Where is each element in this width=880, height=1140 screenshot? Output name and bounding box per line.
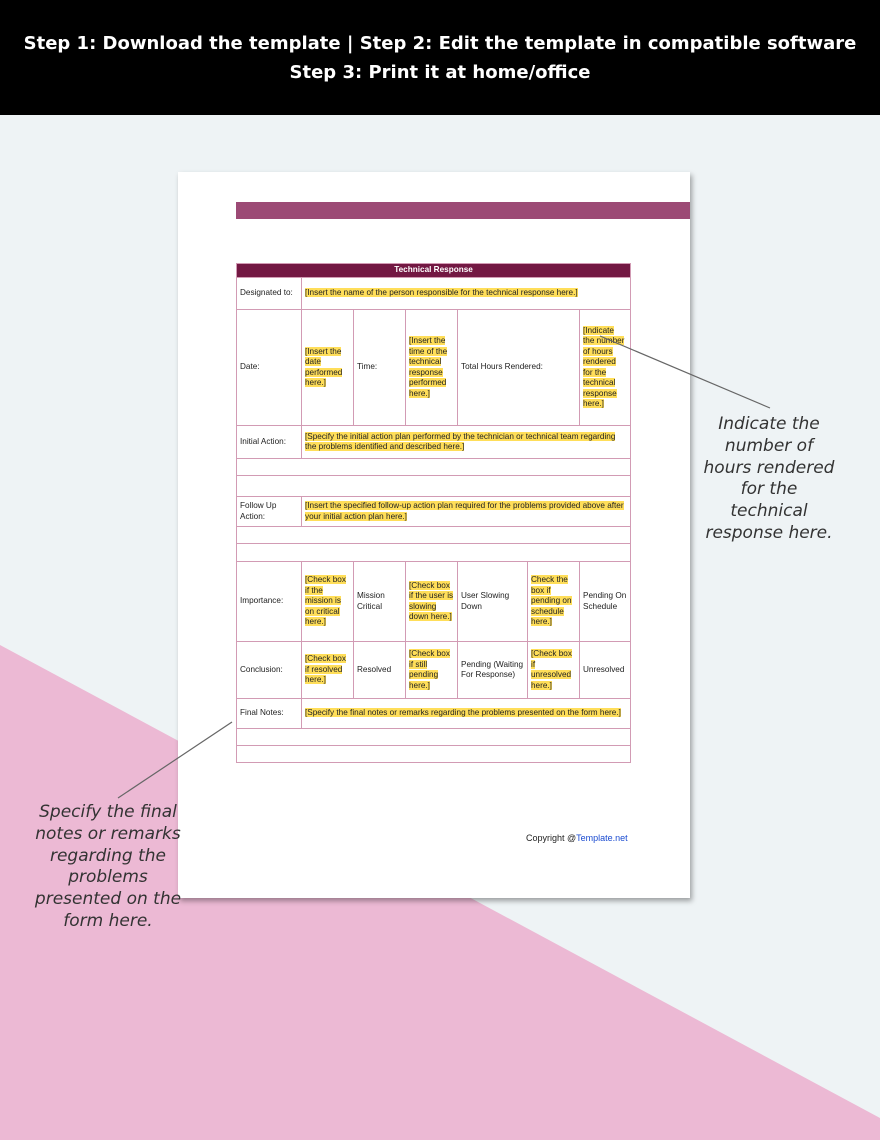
callout-hours: Indicate the number of hours rendered for the technical response here. — [703, 414, 835, 543]
importance-check-3-text: Check the box if pending on schedule here.] — [531, 575, 572, 627]
time-label: Time: — [354, 310, 406, 426]
importance-option-1: Mission Critical — [354, 562, 406, 642]
template-net-link[interactable]: Template.net — [576, 833, 628, 843]
follow-up-value: [Insert the specified follow-up action plan required for the problems provided above after your initial action plan here.] — [305, 501, 624, 521]
final-notes-label: Final Notes: — [237, 699, 302, 729]
hours-label: Total Hours Rendered: — [458, 310, 580, 426]
follow-up-label: Follow Up Action: — [237, 497, 302, 527]
callout-final-notes: Specify the final notes or remarks regarding the problems presented on the form here. — [34, 802, 182, 931]
importance-option-3: Pending On Schedule — [580, 562, 631, 642]
date-value: [Insert the date performed here.] — [305, 346, 343, 387]
hours-value: [Indicate the number of hours rendered for the technical response here.] — [583, 325, 625, 408]
initial-action-label: Initial Action: — [237, 426, 302, 459]
left-callout-line — [118, 722, 232, 798]
conclusion-option-1: Resolved — [354, 642, 406, 699]
designated-value: [Insert the name of the person responsible for the technical response here.] — [305, 288, 578, 298]
designated-label: Designated to: — [237, 278, 302, 310]
copyright-prefix: Copyright @ — [526, 833, 577, 843]
importance-check-1-text: [Check box if the mission is on critical here.] — [305, 575, 346, 627]
banner-line-1: Step 1: Download the template | Step 2: Edit the template in compatible software — [23, 32, 857, 54]
importance-check-2-text: [Check box if the user is slowing down here.] — [409, 580, 454, 621]
time-value: [Insert the time of the technical response performed here.] — [409, 336, 448, 398]
conclusion-option-2: Pending (Waiting For Response) — [458, 642, 528, 699]
importance-label: Importance: — [237, 562, 302, 642]
date-label: Date: — [237, 310, 302, 426]
conclusion-option-3: Unresolved — [580, 642, 631, 699]
initial-action-value: [Specify the initial action plan performed by the technician or technical team regarding the problems identified and described here.] — [305, 431, 616, 451]
conclusion-label: Conclusion: — [237, 642, 302, 699]
final-notes-value: [Specify the final notes or remarks regarding the problems presented on the form here.] — [305, 708, 621, 718]
form-title: Technical Response — [237, 264, 631, 278]
banner-line-2: Step 3: Print it at home/office — [289, 61, 591, 83]
importance-option-2: User Slowing Down — [458, 562, 528, 642]
conclusion-check-2-text: [Check box if still pending here.] — [409, 649, 450, 690]
right-callout-line — [600, 336, 770, 408]
conclusion-check-3-text: [Check box if unresolved here.] — [531, 649, 572, 690]
conclusion-check-1-text: [Check box if resolved here.] — [305, 654, 346, 685]
